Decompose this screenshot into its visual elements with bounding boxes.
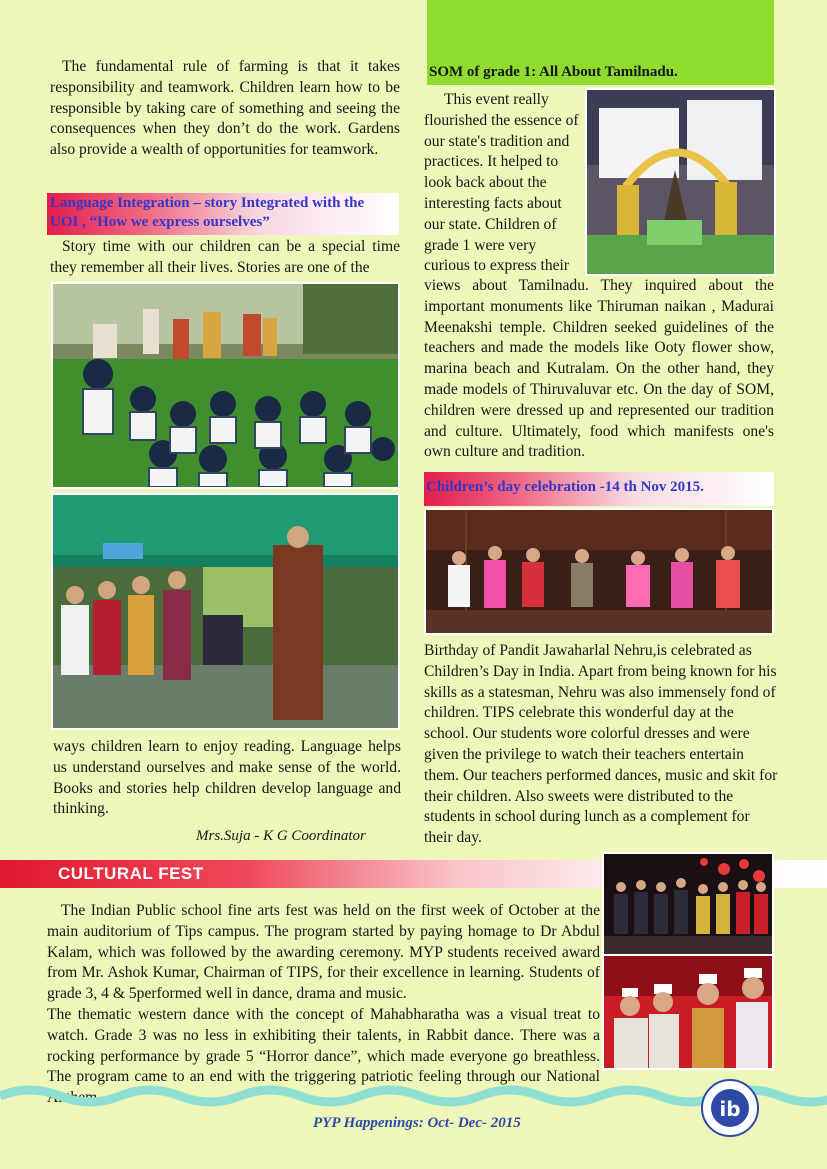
tamilnadu-models-illustration [587,90,774,274]
ib-logo-letters: ib [719,1097,741,1121]
language-integration-heading [47,193,399,235]
costume-skit-photo [51,493,400,730]
cultural-fest-paragraph-1: The Indian Public school fine arts fest was held on the first week of October at the main auditorium of Tips campus. The program started by paying homage to Dr Abdul Kalam, which was followed by the awarding ceremony. MYP students received award from Mr. Ashok Kumar, Chairman of TIPS, for their excellence in learning. Students of grade 3, 4 & 5performed well in dance, drama and music. [47,902,600,1003]
som-heading: SOM of grade 1: All About Tamilnadu. [429,64,678,80]
som-continued-paragraph: views about Tamilnadu. They inquired about the important monuments like Thiruman naikan , Madurai Meenakshi temple. Children seeked guidelines of the teachers and made the models like Ooty flower show, marina beach and Kutralam. On the other hand, they made models of Thiruvaluvar etc. On the day of SOM, children were dressed up and represented our tradition and culture. Ultimately, food which manifests one's own culture and tradition. [424,277,774,461]
story-intro-paragraph: Story time with our children can be a special time they remember all their lives. Stories are one of the [50,238,400,276]
childrens-day-paragraph: Birthday of Pandit Jawaharlal Nehru,is celebrated as Children’s Day in India. Apart from being known for his skills as a statesman, Nehru was also immensely fond of children. TIPS celebrate this wonderful day at the school. Our students wore colorful dresses and were given the privilege to watch their teachers entertain them. Our teachers performed dances, music and skit for their children. Also sweets were distributed to the students in school during lunch as a complement for their day. [424,642,778,847]
childrens-day-heading-text: Children’s day celebration -14 th Nov 2015. [426,479,704,495]
fest-choir-illustration [604,854,772,954]
childrens-day-heading [424,472,774,506]
tamilnadu-models-photo [585,88,776,276]
fest-children-illustration [604,956,772,1068]
footer-text: PYP Happenings: Oct- Dec- 2015 [313,1115,521,1131]
language-heading-text: Language Integration – story Integrated with the UOI , “How we express ourselves” [50,195,365,230]
fest-children-photo [602,954,774,1070]
som-intro-paragraph: This event really flourished the essence of our state's tradition and practices. It helped to look back about the interesting facts about our state. Children of grade 1 were very curious to express their [424,91,579,275]
stage-dance-illustration [426,510,772,633]
farming-paragraph: The fundamental rule of farming is that it takes responsibility and teamwork. Children learn how to be responsible by taking care of something and seeing the consequences when they don’t do the work. Gardens also provide a wealth of opportunities for teamwork. [50,58,400,159]
ib-logo-icon [700,1078,760,1138]
cultural-fest-paragraph-2: The thematic western dance with the concept of Mahabharatha was a visual treat to watch. Grade 3 was no less in exhibiting their talents, in Rabbit dance. There was a rocking performance by grade 5 “Horror dance”, which made everyone go breathless. The program came to an end with the triggering patriotic feeling through our National Anthem. [47,1006,600,1107]
story-play-illustration [53,284,398,487]
ib-logo [700,1078,760,1138]
story-play-photo [51,282,400,489]
fest-choir-photo [602,852,774,956]
costume-skit-illustration [53,495,398,728]
coordinator-signature: Mrs.Suja - K G Coordinator [196,828,366,844]
stage-dance-photo [424,508,774,635]
story-continued-paragraph: ways children learn to enjoy reading. Language helps us understand ourselves and make sense of the world. Books and stories help children develop language and thinking. [53,738,401,818]
cultural-fest-title: CULTURAL FEST [58,864,204,883]
